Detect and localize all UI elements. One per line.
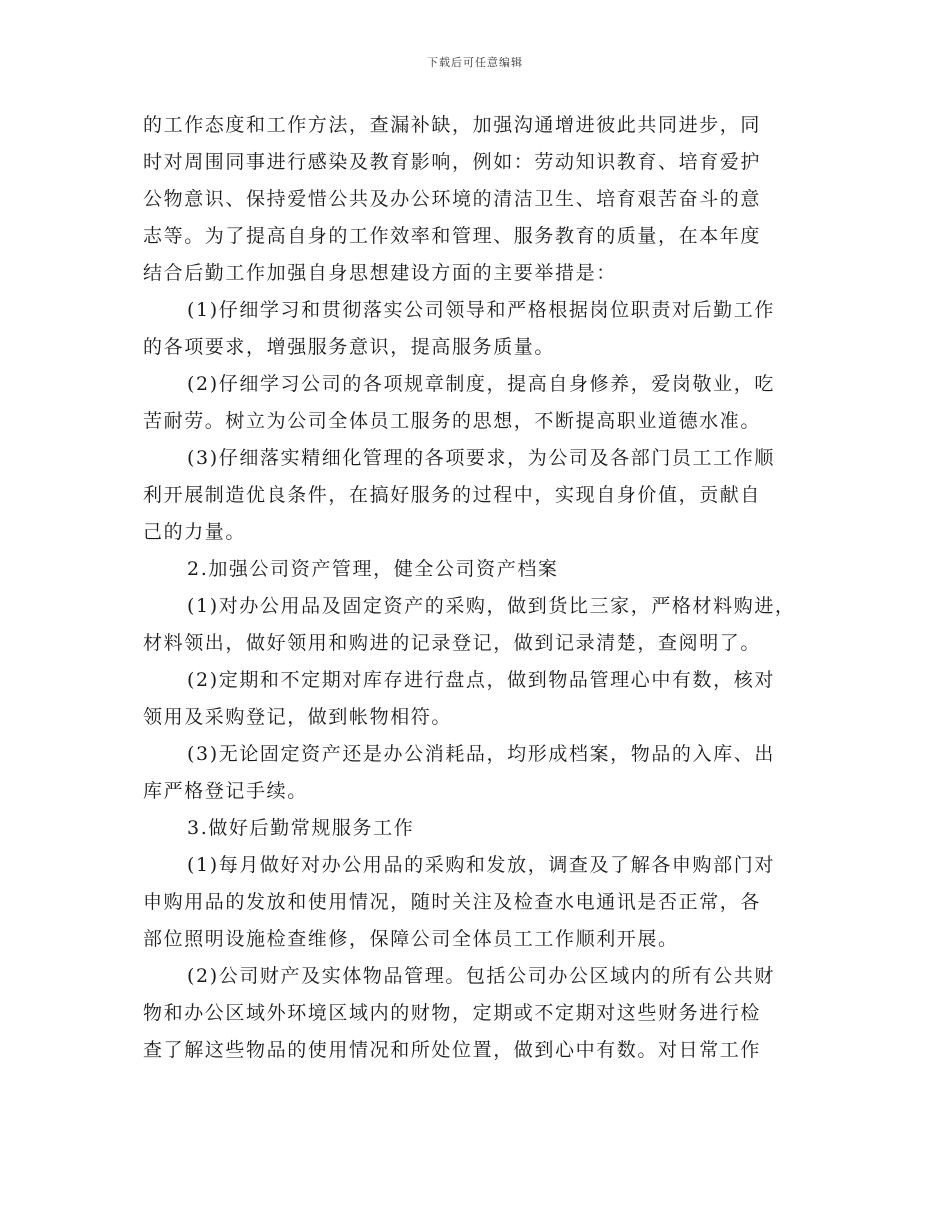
text-line: 部位照明设施检查维修，保障公司全体员工工作顺利开展。 [143, 928, 679, 950]
text-line: 的工作态度和工作方法，查漏补缺，加强沟通增进彼此共同进步，同 [143, 114, 762, 136]
paragraph [143, 551, 823, 588]
paragraph [143, 588, 823, 662]
text-line: 的各项要求，增强服务意识，提高服务质量。 [143, 336, 556, 358]
paragraph [143, 662, 823, 736]
text-line: 利开展制造优良条件，在搞好服务的过程中，实现自身价值，贡献自 [143, 484, 762, 506]
text-line: (2)仔细学习公司的各项规章制度，提高自身修养，爱岗敬业，吃 [187, 373, 775, 395]
paragraph [143, 440, 823, 551]
text-line: 物和办公区域外环境区域内的财物，定期或不定期对这些财务进行检 [143, 1002, 762, 1024]
text-line: 申购用品的发放和使用情况，随时关注及检查水电通讯是否正常，各 [143, 891, 762, 913]
text-line: (3)仔细落实精细化管理的各项要求，为公司及各部门员工工作顺 [187, 447, 775, 469]
text-line: (2)定期和不定期对库存进行盘点，做到物品管理心中有数，核对 [187, 669, 775, 691]
text-line: (2)公司财产及实体物品管理。包括公司办公区域内的所有公共财 [187, 965, 775, 987]
paragraph [143, 107, 823, 292]
text-line: (3)无论固定资产还是办公消耗品，均形成档案，物品的入库、出 [187, 743, 775, 765]
text-line: 苦耐劳。树立为公司全体员工服务的思想，不断提高职业道德水准。 [143, 410, 762, 432]
paragraph [143, 958, 823, 1069]
paragraph [143, 736, 823, 810]
paragraph [143, 292, 823, 366]
text-line: (1)仔细学习和贯彻落实公司领导和严格根据岗位职责对后勤工作 [187, 299, 775, 321]
text-line: (1)每月做好对办公用品的采购和发放，调查及了解各申购部门对 [187, 854, 775, 876]
text-line: 时对周围同事进行感染及教育影响，例如：劳动知识教育、培育爱护 [143, 151, 762, 173]
text-line: 2.加强公司资产管理，健全公司资产档案 [187, 558, 559, 580]
text-line: (1)对办公用品及固定资产的采购，做到货比三家，严格材料购进， [187, 595, 796, 617]
paragraph [143, 810, 823, 847]
text-line: 己的力量。 [143, 521, 247, 543]
text-line: 库严格登记手续。 [143, 780, 308, 802]
document-body [143, 107, 823, 1069]
text-line: 公物意识、保持爱惜公共及办公环境的清洁卫生、培育艰苦奋斗的意 [143, 188, 762, 210]
paragraph [143, 847, 823, 958]
paragraph [143, 366, 823, 440]
text-line: 3.做好后勤常规服务工作 [187, 817, 415, 839]
text-line: 材料领出，做好领用和购进的记录登记，做到记录清楚，查阅明了。 [143, 632, 762, 654]
text-line: 志等。为了提高自身的工作效率和管理、服务教育的质量，在本年度 [143, 225, 762, 247]
text-line: 领用及采购登记，做到帐物相符。 [143, 706, 453, 728]
text-line: 结合后勤工作加强自身思想建设方面的主要举措是： [143, 262, 617, 284]
text-line: 查了解这些物品的使用情况和所处位置，做到心中有数。对日常工作 [143, 1039, 762, 1061]
page-header: 下载后可任意编辑 [427, 56, 523, 69]
